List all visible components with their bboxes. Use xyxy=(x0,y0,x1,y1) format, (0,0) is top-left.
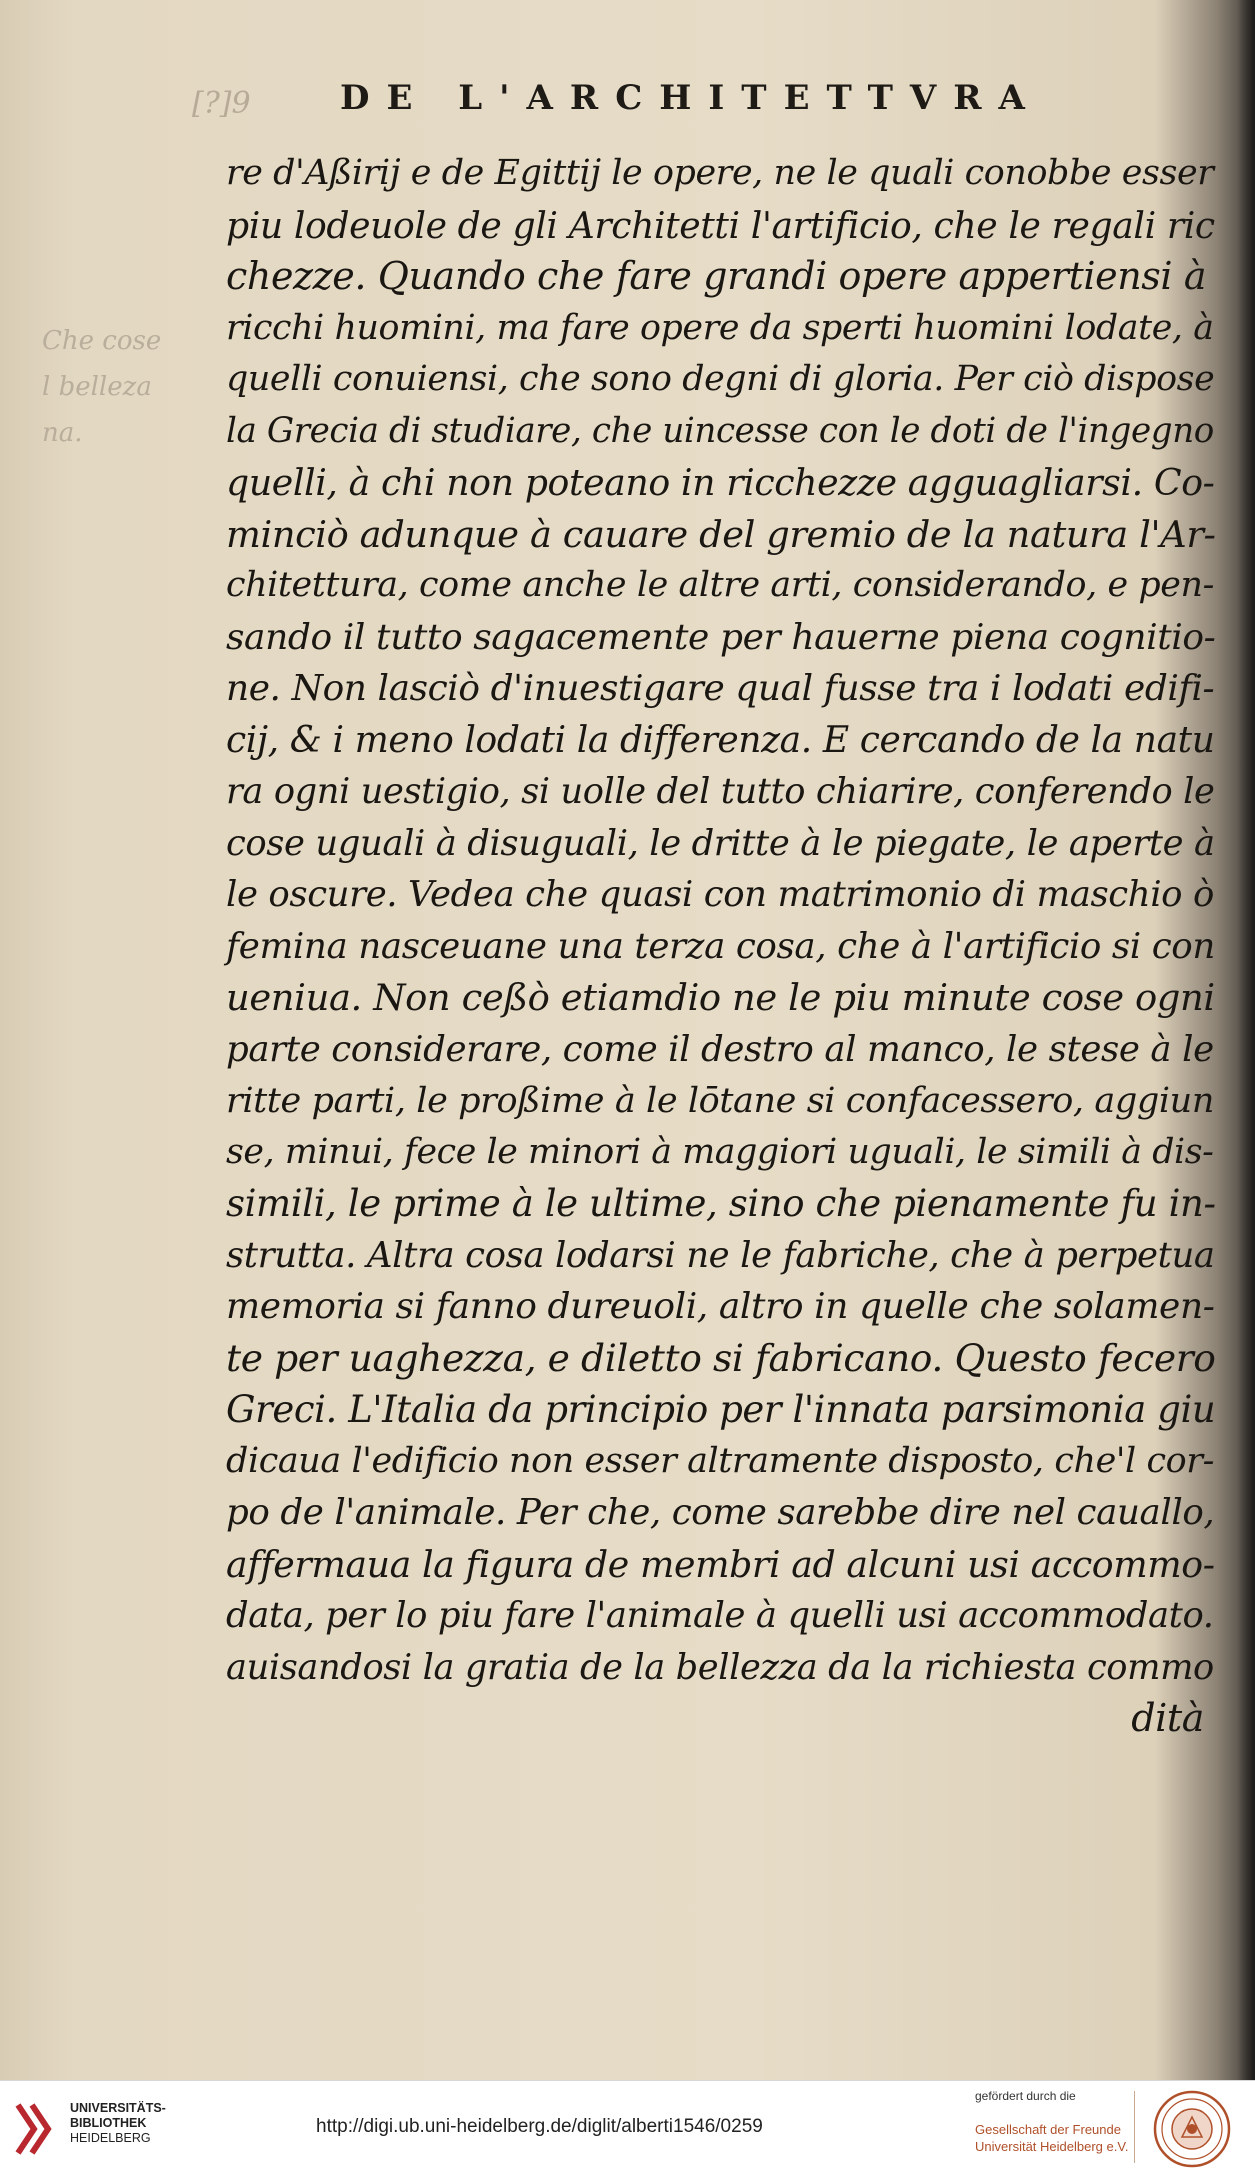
university-library-logo-icon[interactable] xyxy=(14,2099,62,2155)
text-line: memoria si fanno dureuoli, altro in quelle che solamen- xyxy=(226,1286,1215,1327)
margin-note-ghost xyxy=(42,318,202,456)
institution-line: UNIVERSITÄTS- xyxy=(70,2101,166,2115)
institution-line: BIBLIOTHEK xyxy=(70,2116,147,2130)
text-line: se, minui, fece le minori à maggiori uguali, le simili à dis- xyxy=(226,1131,1214,1172)
margin-note-line: l belleza xyxy=(42,372,152,402)
text-line: simili, le prime à le ultime, sino che pienamente fu in- xyxy=(226,1182,1216,1225)
text-line: ne. Non lasciò d'inuestigare qual fusse tra i lodati edifi- xyxy=(226,668,1215,709)
page-edge-shadow xyxy=(1237,0,1255,2080)
text-line: sando il tutto sagacemente per hauerne piena cognitio- xyxy=(226,616,1216,658)
university-seal-icon xyxy=(1152,2089,1232,2169)
text-line: cose uguali à disuguali, le dritte à le piegate, le aperte à xyxy=(226,822,1215,864)
text-line: quelli, à chi non poteano in ricchezze agguagliarsi. Co- xyxy=(226,461,1215,504)
text-body xyxy=(226,148,1216,1745)
sponsor-line: Gesellschaft der Freunde xyxy=(975,2122,1121,2137)
text-line: affermaua la figura de membri ad alcuni usi accommo- xyxy=(226,1542,1215,1586)
sponsor-line: Universität Heidelberg e.V. xyxy=(975,2139,1129,2154)
sponsor-name[interactable] xyxy=(975,2121,1128,2155)
institution-name xyxy=(70,2101,166,2146)
text-line: chitettura, come anche le altre arti, considerando, e pen- xyxy=(226,565,1214,605)
text-line: po de l'animale. Per che, come sarebbe dire nel cauallo, xyxy=(226,1492,1215,1533)
text-line: Greci. L'Italia da principio per l'innata parsimonia giu xyxy=(226,1388,1216,1431)
permalink-url[interactable]: http://digi.ub.uni-heidelberg.de/diglit/alberti1546/0259 xyxy=(316,2116,763,2137)
text-line: quelli conuiensi, che sono degni di gloria. Per ciò dispose xyxy=(226,359,1215,399)
text-line: te per uaghezza, e diletto si fabricano. Questo fecero xyxy=(226,1335,1216,1380)
sponsor-label: gefördert durch die xyxy=(975,2089,1076,2103)
text-line: minciò adunque à cauare del gremio de la natura l'Ar- xyxy=(226,512,1216,556)
sponsor-divider xyxy=(1134,2091,1135,2163)
text-line: femina nasceuane una terza cosa, che à l'artificio si con xyxy=(226,925,1215,967)
text-line: auisandosi la gratia de la bellezza da la richiesta commo xyxy=(226,1646,1214,1688)
folio-number-ghost: [?]9 xyxy=(192,86,251,121)
text-line: re d'Aßirij e de Egittij le opere, ne le quali conobbe esser xyxy=(226,153,1214,193)
text-line: cij, & i meno lodati la differenza. E cercando de la natu xyxy=(226,719,1215,761)
text-line: ra ogni uestigio, si uolle del tutto chiarire, conferendo le xyxy=(226,771,1215,812)
margin-note-line: Che cose xyxy=(42,326,162,356)
text-line: piu lodeuole de gli Architetti l'artificio, che le regali ric xyxy=(226,203,1215,247)
footer-bar xyxy=(0,2080,1255,2173)
text-line: dità xyxy=(1131,1696,1204,1740)
text-line: dicaua l'edificio non esser altramente disposto, che'l cor- xyxy=(226,1440,1214,1481)
margin-note-line: na. xyxy=(42,418,83,448)
text-line: strutta. Altra cosa lodarsi ne le fabriche, che à perpetua xyxy=(226,1234,1215,1276)
running-head: DE L'ARCHITETTVRA xyxy=(340,78,1042,118)
text-line: ritte parti, le proßime à le lōtane si confacessero, aggiun xyxy=(226,1080,1214,1121)
text-line: la Grecia di studiare, che uincesse con le doti de l'ingegno xyxy=(226,410,1214,451)
text-line: parte considerare, come il destro al manco, le stese à le xyxy=(226,1028,1214,1070)
text-line: data, per lo piu fare l'animale à quelli usi accommodato. xyxy=(226,1595,1214,1636)
text-line: chezze. Quando che fare grandi opere appertiensi à xyxy=(226,254,1207,298)
institution-line: HEIDELBERG xyxy=(70,2131,151,2145)
text-line: ueniua. Non ceßò etiamdio ne le piu minute cose ogni xyxy=(226,976,1215,1019)
text-line: le oscure. Vedea che quasi con matrimonio di maschio ò xyxy=(226,874,1214,915)
text-line: ricchi huomini, ma fare opere da sperti huomini lodate, à xyxy=(226,307,1214,348)
